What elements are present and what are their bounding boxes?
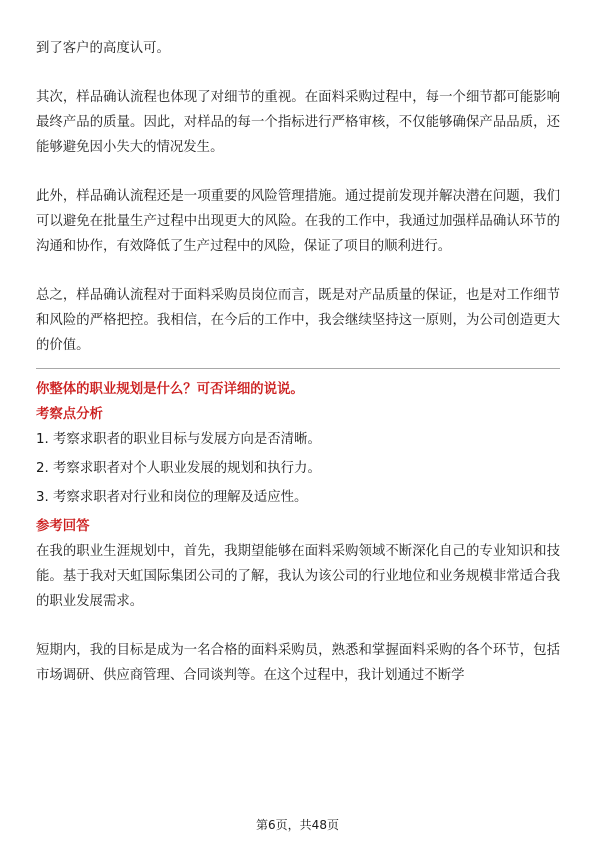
analysis-item: 2. 考察求职者对个人职业发展的规划和执行力。 xyxy=(36,461,321,476)
paragraph-gap xyxy=(36,259,560,283)
answer-paragraph: 短期内，我的目标是成为一名合格的面料采购员，熟悉和掌握面料采购的各个环节，包括市场调研、供应商管理、合同谈判等。在这个过程中，我计划通过不断学 xyxy=(36,643,560,683)
paragraph-gap xyxy=(36,160,560,184)
analysis-item: 3. 考察求职者对行业和岗位的理解及适应性。 xyxy=(36,490,308,505)
page-content xyxy=(36,36,560,688)
analysis-item: 1. 考察求职者的职业目标与发展方向是否清晰。 xyxy=(36,432,321,447)
paragraph-summary: 总之，样品确认流程对于面料采购员岗位而言，既是对产品质量的保证，也是对工作细节和风险的严格把控。我相信，在今后的工作中，我会继续坚持这一原则，为公司创造更大的价值。 xyxy=(36,288,560,353)
paragraph-continuation: 到了客户的高度认可。 xyxy=(36,41,170,56)
page-number: 第6页，共48页 xyxy=(256,818,339,832)
answer-title: 参考回答 xyxy=(36,519,90,534)
analysis-title: 考察点分析 xyxy=(36,407,103,422)
paragraph-gap xyxy=(36,61,560,85)
answer-paragraph: 在我的职业生涯规划中，首先，我期望能够在面料采购领域不断深化自己的专业知识和技能。基于我对天虹国际集团公司的了解，我认为该公司的行业地位和业务规模非常适合我的职业发展需求。 xyxy=(36,544,560,609)
paragraph-risk: 此外，样品确认流程还是一项重要的风险管理措施。通过提前发现并解决潜在问题，我们可以避免在批量生产过程中出现更大的风险。在我的工作中，我通过加强样品确认环节的沟通和协作，有效降低了生产过程中的风险，保证了项目的顺利进行。 xyxy=(36,189,560,254)
paragraph-gap xyxy=(36,614,560,638)
interview-question: 你整体的职业规划是什么？可否详细的说说。 xyxy=(36,382,304,397)
section-divider xyxy=(36,368,560,369)
paragraph-detail: 其次，样品确认流程也体现了对细节的重视。在面料采购过程中，每一个细节都可能影响最终产品的质量。因此，对样品的每一个指标进行严格审核，不仅能够确保产品品质，还能够避免因小失大的情况发生。 xyxy=(36,90,560,155)
